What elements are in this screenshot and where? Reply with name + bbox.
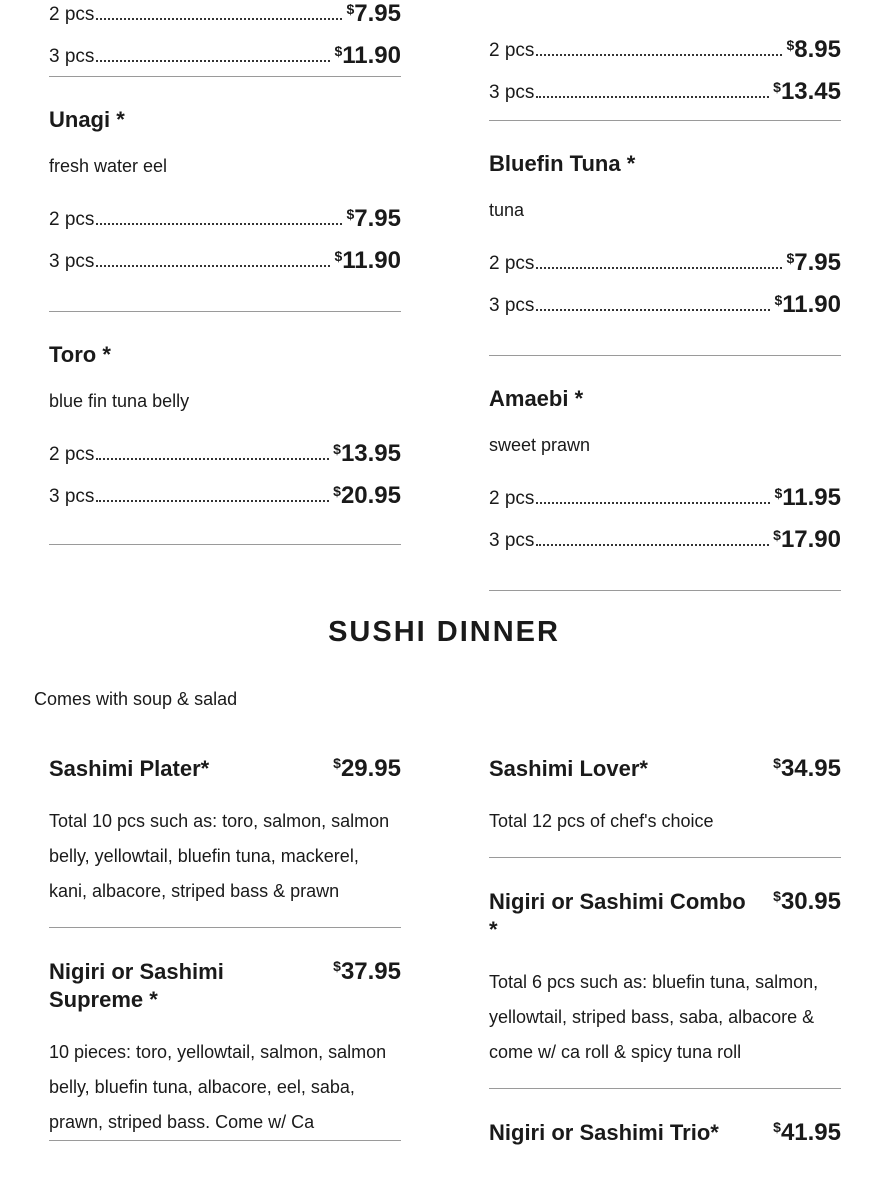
price	[333, 481, 401, 509]
dot-leader	[96, 60, 330, 62]
currency-symbol: $	[334, 43, 343, 59]
currency-symbol: $	[346, 205, 355, 222]
currency-symbol: $	[773, 1118, 781, 1135]
price	[333, 439, 401, 467]
price	[773, 525, 841, 553]
item-description: tuna	[489, 200, 525, 221]
price	[334, 246, 401, 274]
section-subtitle: Comes with soup & salad	[34, 689, 238, 709]
item-name: Nigiri or Sashimi Trio*	[489, 1119, 719, 1145]
item-description: sweet prawn	[489, 435, 591, 456]
dot-leader	[96, 223, 342, 225]
price	[334, 44, 401, 68]
item-description: Total 10 pcs such as: toro, salmon, salmon belly, yellowtail, bluefin tuna, mackerel, kani, albacore, striped bass & prawn	[49, 810, 390, 901]
portion-label: 3 pcs	[489, 82, 535, 103]
price-value: 17.90	[780, 525, 841, 553]
price-row	[489, 62, 841, 104]
item-name: Nigiri or Sashimi Combo *	[489, 888, 746, 943]
price	[773, 1119, 841, 1148]
dinner-item-nigiri-sashimi-combo	[489, 858, 841, 1089]
currency-symbol: $	[346, 1, 355, 17]
price-row	[49, 424, 401, 466]
dinner-item-nigiri-sashimi-trio	[489, 1089, 841, 1148]
dot-leader	[536, 54, 782, 56]
section-title: SUSHI DINNER	[328, 616, 560, 648]
portion-label: 3 pcs	[49, 250, 95, 272]
price	[774, 483, 841, 511]
top-right-continuation	[489, 20, 841, 591]
price-row	[489, 233, 841, 275]
price-row	[489, 468, 841, 510]
item-name: Sashimi Plater*	[49, 756, 210, 781]
currency-symbol: $	[773, 887, 781, 904]
price	[346, 2, 401, 26]
menu-item-amaebi	[489, 356, 841, 591]
price-row	[49, 0, 401, 26]
portion-label: 3 pcs	[49, 485, 95, 507]
price-row	[49, 26, 401, 68]
currency-symbol: $	[773, 526, 781, 543]
currency-symbol: $	[774, 484, 783, 501]
dot-leader	[96, 458, 329, 460]
currency-symbol: $	[334, 247, 343, 264]
item-name: Toro *	[49, 341, 111, 367]
currency-symbol: $	[333, 440, 341, 457]
price-value: 11.90	[342, 246, 401, 274]
dinner-item-nigiri-sashimi-supreme	[49, 928, 401, 1141]
price-value: 11.90	[342, 42, 401, 69]
item-description: Total 12 pcs of chef's choice	[489, 810, 714, 831]
price-row	[489, 510, 841, 552]
portion-label: 2 pcs	[489, 252, 535, 274]
price-value: 13.95	[340, 439, 401, 467]
dot-leader	[536, 502, 770, 504]
portion-label: 2 pcs	[489, 487, 535, 509]
price-value: 11.95	[782, 483, 841, 511]
price	[773, 888, 841, 917]
currency-symbol: $	[786, 249, 795, 266]
dinner-left-column	[49, 755, 401, 1141]
price	[773, 755, 841, 784]
price	[346, 204, 401, 232]
currency-symbol: $	[786, 37, 795, 53]
price-value: 37.95	[340, 957, 401, 985]
currency-symbol: $	[773, 755, 781, 771]
currency-symbol: $	[333, 755, 341, 771]
menu-item-unagi	[49, 77, 401, 312]
menu-item-bluefin-tuna	[489, 121, 841, 356]
price-value: 7.95	[354, 0, 401, 27]
item-name: Sashimi Lover*	[489, 756, 648, 781]
item-description: fresh water eel	[49, 156, 168, 177]
currency-symbol: $	[773, 79, 781, 95]
price-value: 13.45	[780, 78, 841, 105]
item-name: Bluefin Tuna *	[489, 151, 636, 176]
price	[333, 755, 401, 784]
item-name: Nigiri or Sashimi Supreme *	[49, 958, 224, 1013]
price-value: 34.95	[780, 755, 841, 782]
menu-item	[49, 0, 401, 77]
portion-label: 2 pcs	[49, 443, 95, 465]
price	[786, 248, 841, 276]
price-row	[49, 189, 401, 231]
price-value: 30.95	[780, 887, 841, 915]
price	[786, 38, 841, 62]
price-value: 20.95	[340, 481, 401, 509]
price	[773, 80, 841, 104]
menu-item-toro	[49, 312, 401, 545]
dot-leader	[96, 500, 329, 502]
item-name: Amaebi *	[489, 385, 584, 411]
dot-leader	[536, 267, 782, 269]
price	[333, 958, 401, 987]
price-row	[489, 20, 841, 62]
currency-symbol: $	[774, 291, 783, 308]
item-name: Unagi *	[49, 107, 125, 132]
menu-item	[489, 20, 841, 121]
price-row	[489, 275, 841, 317]
dot-leader	[536, 96, 769, 98]
top-left-continuation	[49, 0, 401, 545]
portion-label: 2 pcs	[49, 208, 95, 230]
price-value: 29.95	[340, 755, 401, 782]
price-value: 11.90	[782, 290, 841, 318]
dot-leader	[536, 309, 770, 311]
currency-symbol: $	[333, 957, 341, 974]
currency-symbol: $	[333, 482, 341, 499]
item-description: 10 pieces: toro, yellowtail, salmon, salmon belly, bluefin tuna, albacore, eel, saba, prawn, striped bass. Come w/ Ca	[49, 1041, 387, 1132]
price-value: 7.95	[354, 204, 401, 232]
dot-leader	[536, 544, 769, 546]
dot-leader	[96, 265, 330, 267]
dinner-right-column	[489, 755, 841, 1148]
item-description: Total 6 pcs such as: bluefin tuna, salmon, yellowtail, striped bass, saba, albacore & come w/ ca roll & spicy tuna roll	[489, 971, 819, 1062]
dot-leader	[96, 18, 342, 20]
portion-label: 2 pcs	[489, 40, 535, 61]
portion-label: 3 pcs	[489, 294, 535, 316]
item-description: blue fin tuna belly	[49, 391, 190, 412]
portion-label: 3 pcs	[489, 529, 535, 551]
price-value: 8.95	[794, 36, 841, 63]
portion-label: 3 pcs	[49, 46, 95, 67]
dinner-item-sashimi-plater	[49, 755, 401, 928]
price-row	[49, 466, 401, 508]
price-value: 41.95	[780, 1118, 841, 1146]
dinner-item-sashimi-lover	[489, 755, 841, 858]
portion-label: 2 pcs	[49, 4, 95, 25]
price-value: 7.95	[794, 248, 841, 276]
price	[774, 290, 841, 318]
price-row	[49, 231, 401, 273]
